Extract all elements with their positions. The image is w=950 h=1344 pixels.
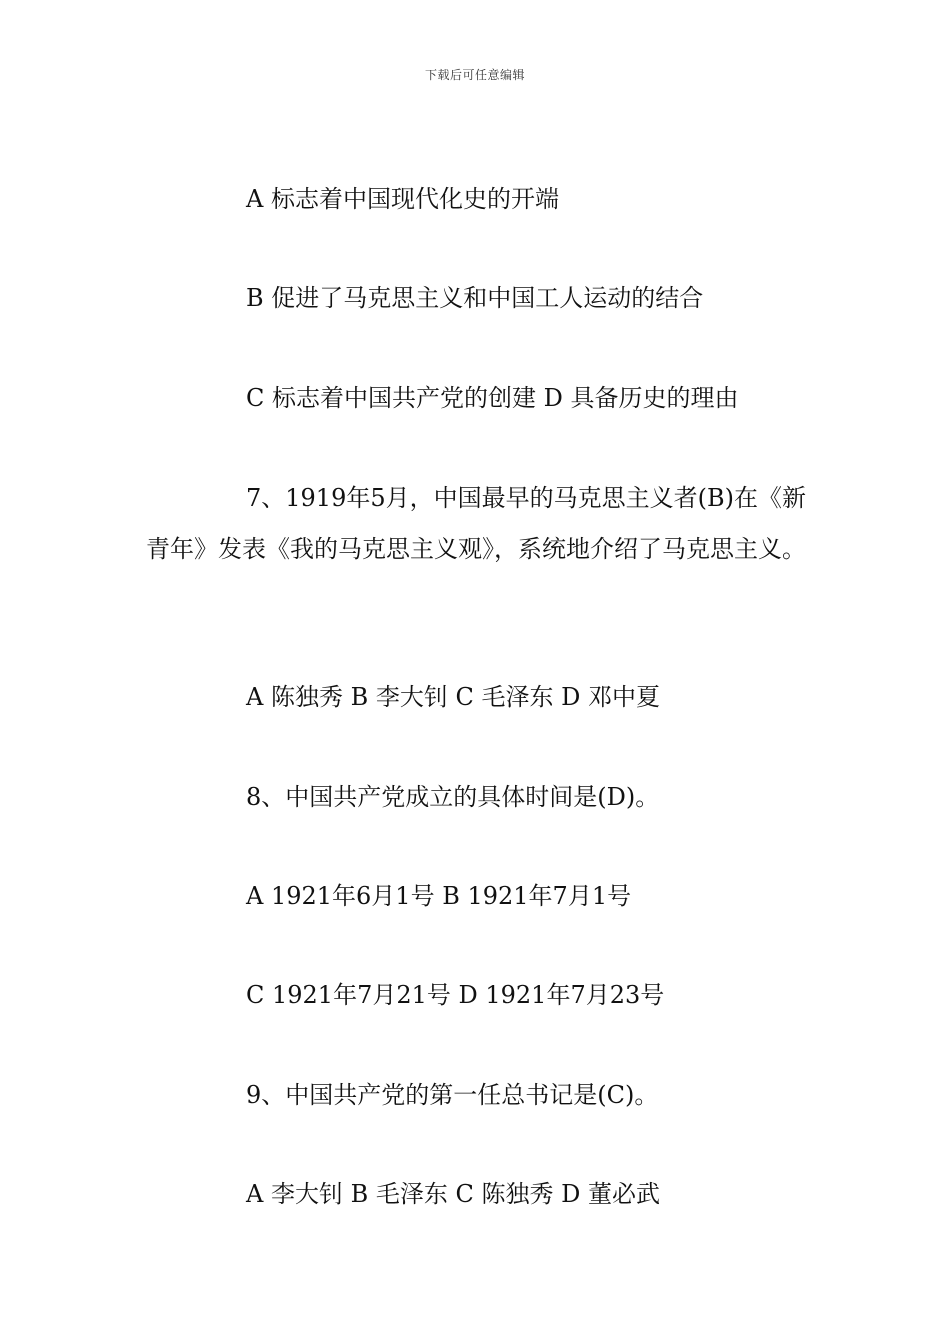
question-8-options-row-2: C 1921年7月21号 D 1921年7月23号 <box>246 981 665 1009</box>
page-header-note: 下载后可任意编辑 <box>424 68 525 82</box>
question-9-options: A 李大钊 B 毛泽东 C 陈独秀 D 董必武 <box>246 1180 660 1208</box>
question-7-text: 7、1919年5月，中国最早的马克思主义者(B)在《新青年》发表《我的马克思主义观》，系统地介绍了马克思主义。 <box>146 484 806 563</box>
question-7-paragraph <box>146 473 816 575</box>
option-line-c-d: C 标志着中国共产党的创建 D 具备历史的理由 <box>246 384 739 412</box>
question-9-text: 9、中国共产党的第一任总书记是(C)。 <box>246 1081 659 1109</box>
option-line-a: A 标志着中国现代化史的开端 <box>246 185 559 213</box>
question-8-text: 8、中国共产党成立的具体时间是(D)。 <box>246 783 660 811</box>
option-line-b: B 促进了马克思主义和中国工人运动的结合 <box>246 284 704 312</box>
question-8-options-row-1: A 1921年6月1号 B 1921年7月1号 <box>246 882 632 910</box>
question-7-options: A 陈独秀 B 李大钊 C 毛泽东 D 邓中夏 <box>246 683 660 711</box>
